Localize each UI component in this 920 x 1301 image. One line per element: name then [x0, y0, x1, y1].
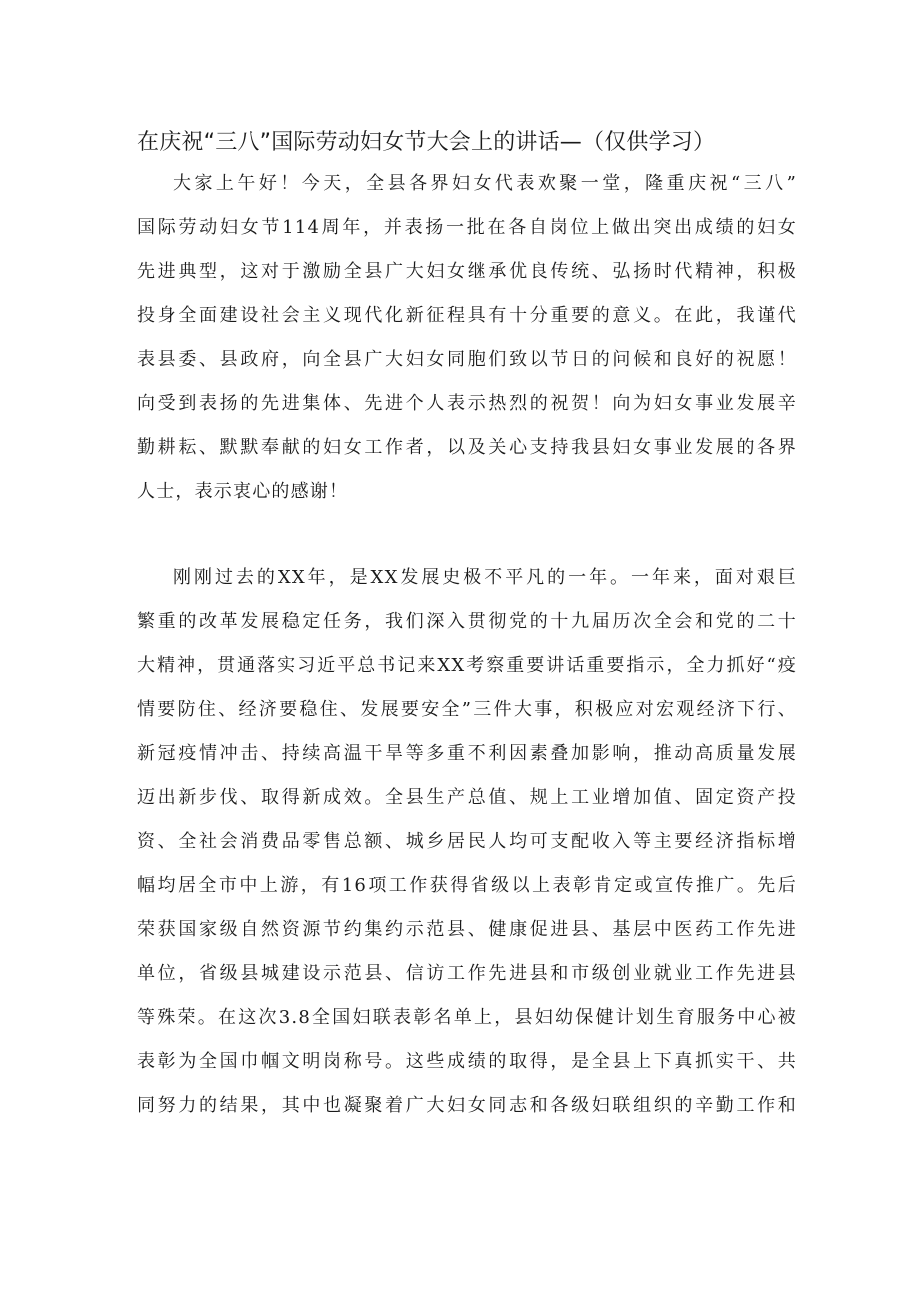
paragraph-line: 繁重的改革发展稳定任务，我们深入贯彻党的十九届历次全会和党的二十 [137, 611, 797, 632]
paragraph-line: 刚刚过去的XX年，是XX发展史极不平凡的一年。一年来，面对艰巨 [173, 567, 797, 588]
paragraph-line: 同努力的结果，其中也凝聚着广大妇女同志和各级妇联组织的辛勤工作和 [137, 1095, 797, 1116]
paragraph-line: 国际劳动妇女节114周年，并表扬一批在各自岗位上做出突出成绩的妇女 [137, 217, 797, 238]
paragraph-line: 单位，省级县城建设示范县、信访工作先进县和市级创业就业工作先进县 [137, 963, 797, 984]
paragraph-line: 表彰为全国巾帼文明岗称号。这些成绩的取得，是全县上下真抓实干、共 [137, 1051, 797, 1072]
paragraph-line: 人士，表示衷心的感谢！ [137, 481, 349, 502]
paragraph-line: 新冠疫情冲击、持续高温干旱等多重不利因素叠加影响，推动高质量发展 [137, 743, 797, 764]
paragraph-line: 资、全社会消费品零售总额、城乡居民人均可支配收入等主要经济指标增 [137, 831, 797, 852]
paragraph-line: 表县委、县政府，向全县广大妇女同胞们致以节日的问候和良好的祝愿！ [137, 349, 797, 370]
paragraph-line: 先进典型，这对于激励全县广大妇女继承优良传统、弘扬时代精神，积极 [137, 261, 797, 282]
paragraph-line: 等殊荣。在这次3.8全国妇联表彰名单上，县妇幼保健计划生育服务中心被 [137, 1007, 797, 1028]
paragraph-line: 荣获国家级自然资源节约集约示范县、健康促进县、基层中医药工作先进 [137, 919, 797, 940]
paragraph-line: 幅均居全市中上游，有16项工作获得省级以上表彰肯定或宣传推广。先后 [137, 875, 797, 896]
paragraph-line: 大家上午好！今天，全县各界妇女代表欢聚一堂，隆重庆祝“三八” [173, 173, 797, 194]
paragraph-line: 情要防住、经济要稳住、发展要安全”三件大事，积极应对宏观经济下行、 [137, 699, 797, 720]
paragraph-line: 勤耕耘、默默奉献的妇女工作者，以及关心支持我县妇女事业发展的各界 [137, 437, 797, 458]
paragraph-line: 向受到表扬的先进集体、先进个人表示热烈的祝贺！向为妇女事业发展辛 [137, 393, 797, 414]
paragraph-line: 大精神，贯通落实习近平总书记来XX考察重要讲话重要指示，全力抓好“疫 [137, 655, 797, 676]
paragraph-line: 投身全面建设社会主义现代化新征程具有十分重要的意义。在此，我谨代 [137, 305, 797, 326]
paragraph-line: 迈出新步伐、取得新成效。全县生产总值、规上工业增加值、固定资产投 [137, 787, 797, 808]
document-title: 在庆祝“三八”国际劳动妇女节大会上的讲话—（仅供学习） [137, 130, 716, 155]
